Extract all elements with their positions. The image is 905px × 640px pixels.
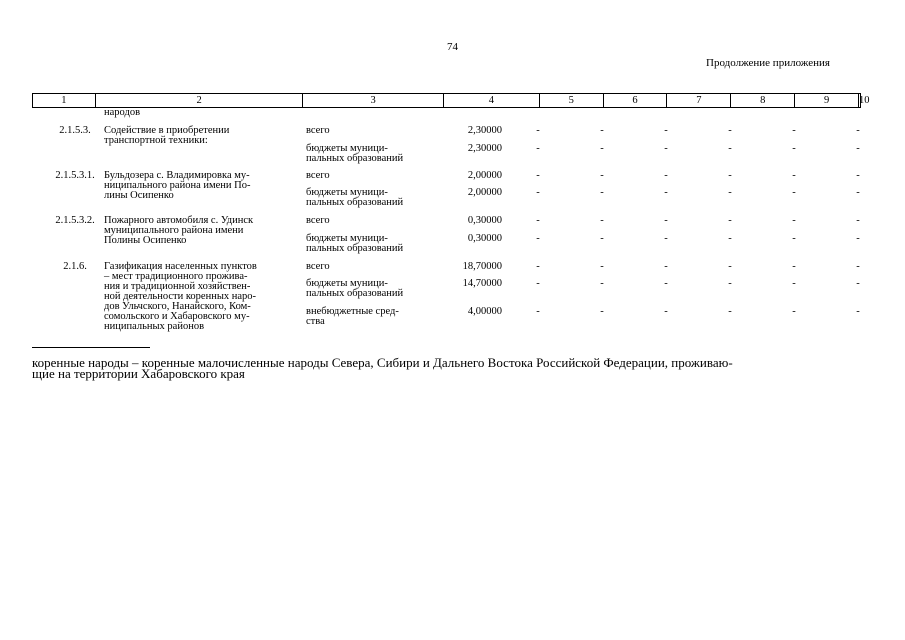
dash-cell: - xyxy=(856,278,860,289)
dash-cell: - xyxy=(664,143,668,154)
source-label: внебюджетные сред- xyxy=(306,306,399,317)
dash-cell: - xyxy=(792,261,796,272)
row-name-line: Газификация населенных пунктов xyxy=(104,261,257,272)
source-value: 2,00000 xyxy=(467,187,502,198)
dash-cell: - xyxy=(600,125,604,136)
source-label: всего xyxy=(306,125,330,136)
dash-cell: - xyxy=(600,278,604,289)
dash-cell: - xyxy=(664,306,668,317)
source-label: бюджеты муници- xyxy=(306,143,388,154)
dash-cell: - xyxy=(728,215,732,226)
source-label: бюджеты муници- xyxy=(306,233,388,244)
dash-cell: - xyxy=(664,170,668,181)
dash-cell: - xyxy=(792,278,796,289)
dash-cell: - xyxy=(792,233,796,244)
source-value: 2,30000 xyxy=(467,125,502,136)
dash-cell: - xyxy=(728,261,732,272)
source-value: 2,00000 xyxy=(467,170,502,181)
row-name-line: народов xyxy=(104,107,141,118)
row-name-line: сомольского и Хабаровского му- xyxy=(104,311,250,322)
dash-cell: - xyxy=(728,170,732,181)
dash-cell: - xyxy=(600,170,604,181)
source-label: всего xyxy=(306,261,330,272)
dash-cell: - xyxy=(664,261,668,272)
dash-cell: - xyxy=(664,278,668,289)
page-number: 74 xyxy=(447,41,458,53)
dash-cell: - xyxy=(536,143,540,154)
row-name-line: дов Ульчского, Нанайского, Ком- xyxy=(104,301,251,312)
footnote-divider xyxy=(32,347,150,348)
dash-cell: - xyxy=(856,187,860,198)
dash-cell: - xyxy=(728,233,732,244)
row-name-line: Бульдозера с. Владимировка му- xyxy=(104,170,250,181)
dash-cell: - xyxy=(792,125,796,136)
source-label: пальных образований xyxy=(306,288,404,299)
header-col-9: 9 xyxy=(795,94,859,107)
dash-cell: - xyxy=(856,143,860,154)
source-label: бюджеты муници- xyxy=(306,278,388,289)
dash-cell: - xyxy=(856,233,860,244)
row-number: 2.1.5.3.2. xyxy=(55,215,95,226)
header-col-8: 8 xyxy=(731,94,795,107)
dash-cell: - xyxy=(600,143,604,154)
row-name-line: Полины Осипенко xyxy=(104,235,187,246)
dash-cell: - xyxy=(728,278,732,289)
row-name-line: ния и традиционной хозяйствен- xyxy=(104,281,251,292)
row-number: 2.1.5.3. xyxy=(59,125,91,136)
dash-cell: - xyxy=(856,306,860,317)
source-value: 0,30000 xyxy=(467,215,502,226)
dash-cell: - xyxy=(728,187,732,198)
dash-cell: - xyxy=(664,125,668,136)
dash-cell: - xyxy=(536,125,540,136)
row-name-line: транспортной техники: xyxy=(104,135,208,146)
header-col-4: 4 xyxy=(444,94,540,107)
source-label: пальных образований xyxy=(306,243,404,254)
row-number: 2.1.6. xyxy=(63,261,87,272)
continuation-label: Продолжение приложения xyxy=(706,57,830,69)
dash-cell: - xyxy=(664,215,668,226)
source-value: 0,30000 xyxy=(467,233,502,244)
dash-cell: - xyxy=(600,215,604,226)
source-value: 4,00000 xyxy=(467,306,502,317)
row-number: 2.1.5.3.1. xyxy=(55,170,95,181)
dash-cell: - xyxy=(536,306,540,317)
dash-cell: - xyxy=(536,233,540,244)
dash-cell: - xyxy=(664,233,668,244)
dash-cell: - xyxy=(856,125,860,136)
dash-cell: - xyxy=(856,215,860,226)
source-label: всего xyxy=(306,170,330,181)
dash-cell: - xyxy=(536,187,540,198)
source-value: 14,70000 xyxy=(462,278,502,289)
row-name-line: Содействие в приобретении xyxy=(104,125,230,136)
row-name-line: – мест традиционного прожива- xyxy=(104,271,248,282)
row-name-line: Пожарного автомобиля с. Удинск xyxy=(104,215,254,226)
header-col-6: 6 xyxy=(604,94,668,107)
header-col-3: 3 xyxy=(303,94,444,107)
header-col-5: 5 xyxy=(540,94,604,107)
row-name-line: лины Осипенко xyxy=(104,190,174,201)
footnote-line: щие на территории Хабаровского края xyxy=(32,366,245,381)
header-col-10: 10 xyxy=(858,95,870,106)
dash-cell: - xyxy=(664,187,668,198)
header-col-1: 1 xyxy=(33,94,96,107)
footnote xyxy=(32,357,872,379)
dash-cell: - xyxy=(728,143,732,154)
dash-cell: - xyxy=(600,261,604,272)
header-col-7: 7 xyxy=(667,94,731,107)
dash-cell: - xyxy=(600,187,604,198)
source-value: 2,30000 xyxy=(467,143,502,154)
dash-cell: - xyxy=(792,306,796,317)
dash-cell: - xyxy=(600,233,604,244)
dash-cell: - xyxy=(856,261,860,272)
row-name-line: ной деятельности коренных наро- xyxy=(104,291,257,302)
source-label: пальных образований xyxy=(306,197,404,208)
dash-cell: - xyxy=(792,170,796,181)
dash-cell: - xyxy=(792,187,796,198)
header-col-2: 2 xyxy=(96,94,304,107)
dash-cell: - xyxy=(536,261,540,272)
table-header xyxy=(32,93,870,108)
dash-cell: - xyxy=(600,306,604,317)
dash-cell: - xyxy=(728,125,732,136)
dash-cell: - xyxy=(536,278,540,289)
dash-cell: - xyxy=(792,143,796,154)
source-value: 18,70000 xyxy=(462,261,502,272)
row-name-line: ниципальных районов xyxy=(104,321,205,332)
dash-cell: - xyxy=(792,215,796,226)
dash-cell: - xyxy=(536,170,540,181)
footnote-line: коренные народы – коренные малочисленные народы Севера, Сибири и Дальнего Востока Российской Федерации, проживаю- xyxy=(32,355,733,370)
dash-cell: - xyxy=(536,215,540,226)
source-label: пальных образований xyxy=(306,153,404,164)
source-label: ства xyxy=(306,316,325,327)
dash-cell: - xyxy=(728,306,732,317)
row-name-line: ниципального района имени По- xyxy=(104,180,251,191)
row-name-line: муниципального района имени xyxy=(104,225,244,236)
dash-cell: - xyxy=(856,170,860,181)
source-label: всего xyxy=(306,215,330,226)
source-label: бюджеты муници- xyxy=(306,187,388,198)
